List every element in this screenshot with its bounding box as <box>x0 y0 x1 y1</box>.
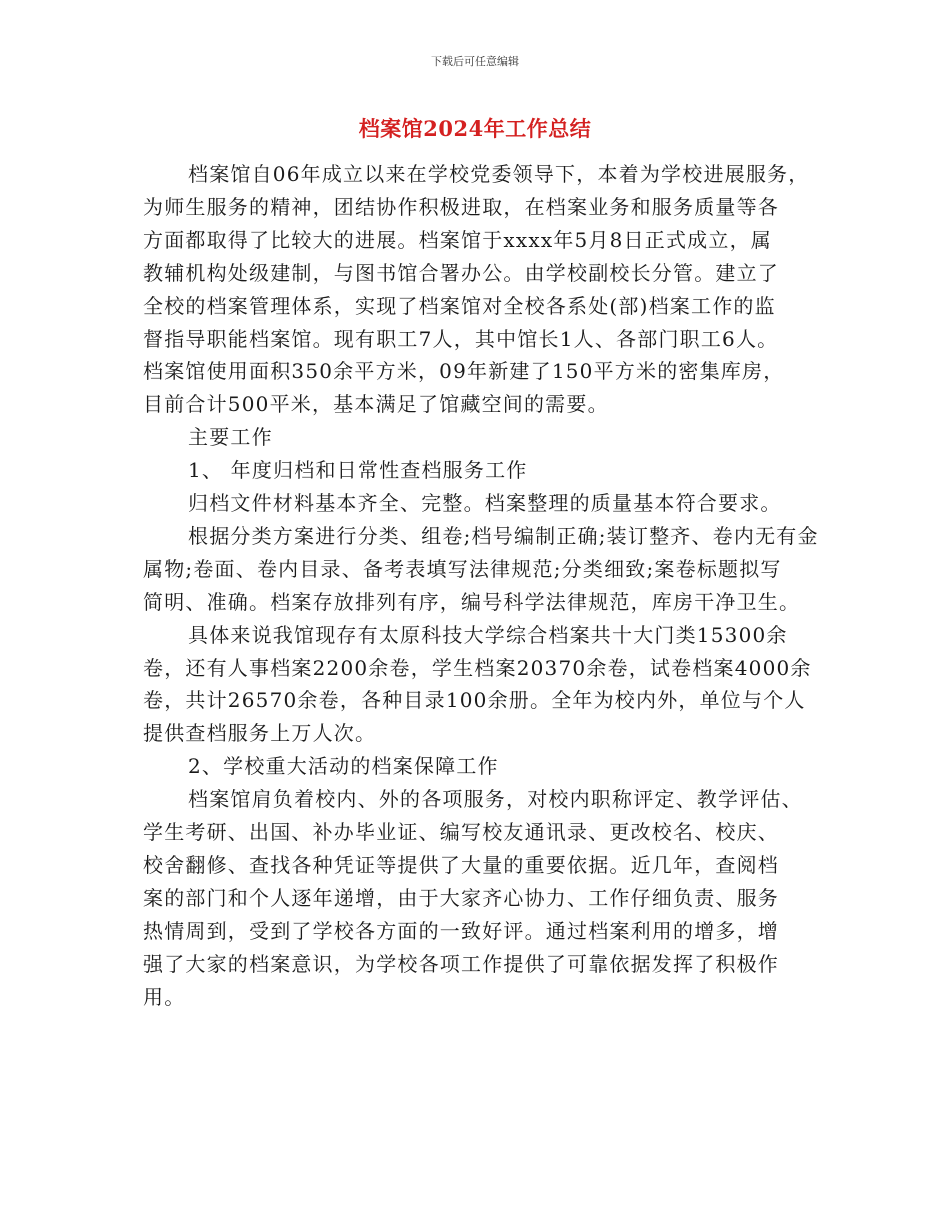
paragraph-line: 卷，共计26570余卷，各种目录100余册。全年为校内外，单位与个人 <box>143 688 806 712</box>
paragraph-line: 属物;卷面、卷内目录、备考表填写法律规范;分类细致;案卷标题拟写 <box>143 557 782 581</box>
paragraph-line: 校舍翻修、查找各种凭证等提供了大量的重要依据。近几年，查阅档 <box>143 853 779 877</box>
paragraph-line: 督指导职能档案馆。现有职工7人，其中馆长1人、各部门职工6人。 <box>143 327 779 351</box>
paragraph-line: 学生考研、出国、补办毕业证、编写校友通讯录、更改校名、校庆、 <box>143 820 779 844</box>
paragraph-line: 卷，还有人事档案2200余卷，学生档案20370余卷，试卷档案4000余 <box>143 656 812 680</box>
paragraph-line: 全校的档案管理体系，实现了档案馆对全校各系处(部)档案工作的监 <box>143 294 776 318</box>
paragraph-line: 简明、准确。档案存放排列有序，编号科学法律规范，库房干净卫生。 <box>143 590 801 614</box>
paragraph-line: 归档文件材料基本齐全、完整。档案整理的质量基本符合要求。 <box>188 491 782 515</box>
paragraph-line: 方面都取得了比较大的进展。档案馆于xxxx年5月8日正式成立，属 <box>143 228 772 252</box>
paragraph-line: 档案馆使用面积350余平方米，09年新建了150平方米的密集库房， <box>143 359 785 383</box>
paragraph-line: 案的部门和个人逐年递增，由于大家齐心协力、工作仔细负责、服务 <box>143 886 779 910</box>
paragraph-line: 根据分类方案进行分类、组卷;档号编制正确;装订整齐、卷内无有金 <box>188 524 819 548</box>
paragraph-line: 提供查档服务上万人次。 <box>143 721 377 745</box>
paragraph-line: 1、 年度归档和日常性查档服务工作 <box>188 458 528 482</box>
header-note: 下载后可任意编辑 <box>431 55 519 68</box>
paragraph-line: 强了大家的档案意识，为学校各项工作提供了可靠依据发挥了积极作 <box>143 952 779 976</box>
paragraph-line: 为师生服务的精神，团结协作积极进取，在档案业务和服务质量等各 <box>143 195 779 219</box>
paragraph-line: 档案馆自06年成立以来在学校党委领导下，本着为学校进展服务， <box>188 162 810 186</box>
paragraph-line: 目前合计500平米，基本满足了馆藏空间的需要。 <box>143 392 609 416</box>
paragraph-line: 主要工作 <box>188 425 273 449</box>
paragraph-line: 2、学校重大活动的档案保障工作 <box>188 754 499 778</box>
paragraph-line: 热情周到，受到了学校各方面的一致好评。通过档案利用的增多，增 <box>143 919 779 943</box>
document-title: 档案馆2024年工作总结 <box>358 116 592 141</box>
paragraph-line: 档案馆肩负着校内、外的各项服务，对校内职称评定、教学评估、 <box>188 787 803 811</box>
paragraph-line: 教辅机构处级建制，与图书馆合署办公。由学校副校长分管。建立了 <box>143 261 779 285</box>
paragraph-line: 具体来说我馆现存有太原科技大学综合档案共十大门类15300余 <box>188 623 788 647</box>
paragraph-line: 用。 <box>143 985 186 1009</box>
